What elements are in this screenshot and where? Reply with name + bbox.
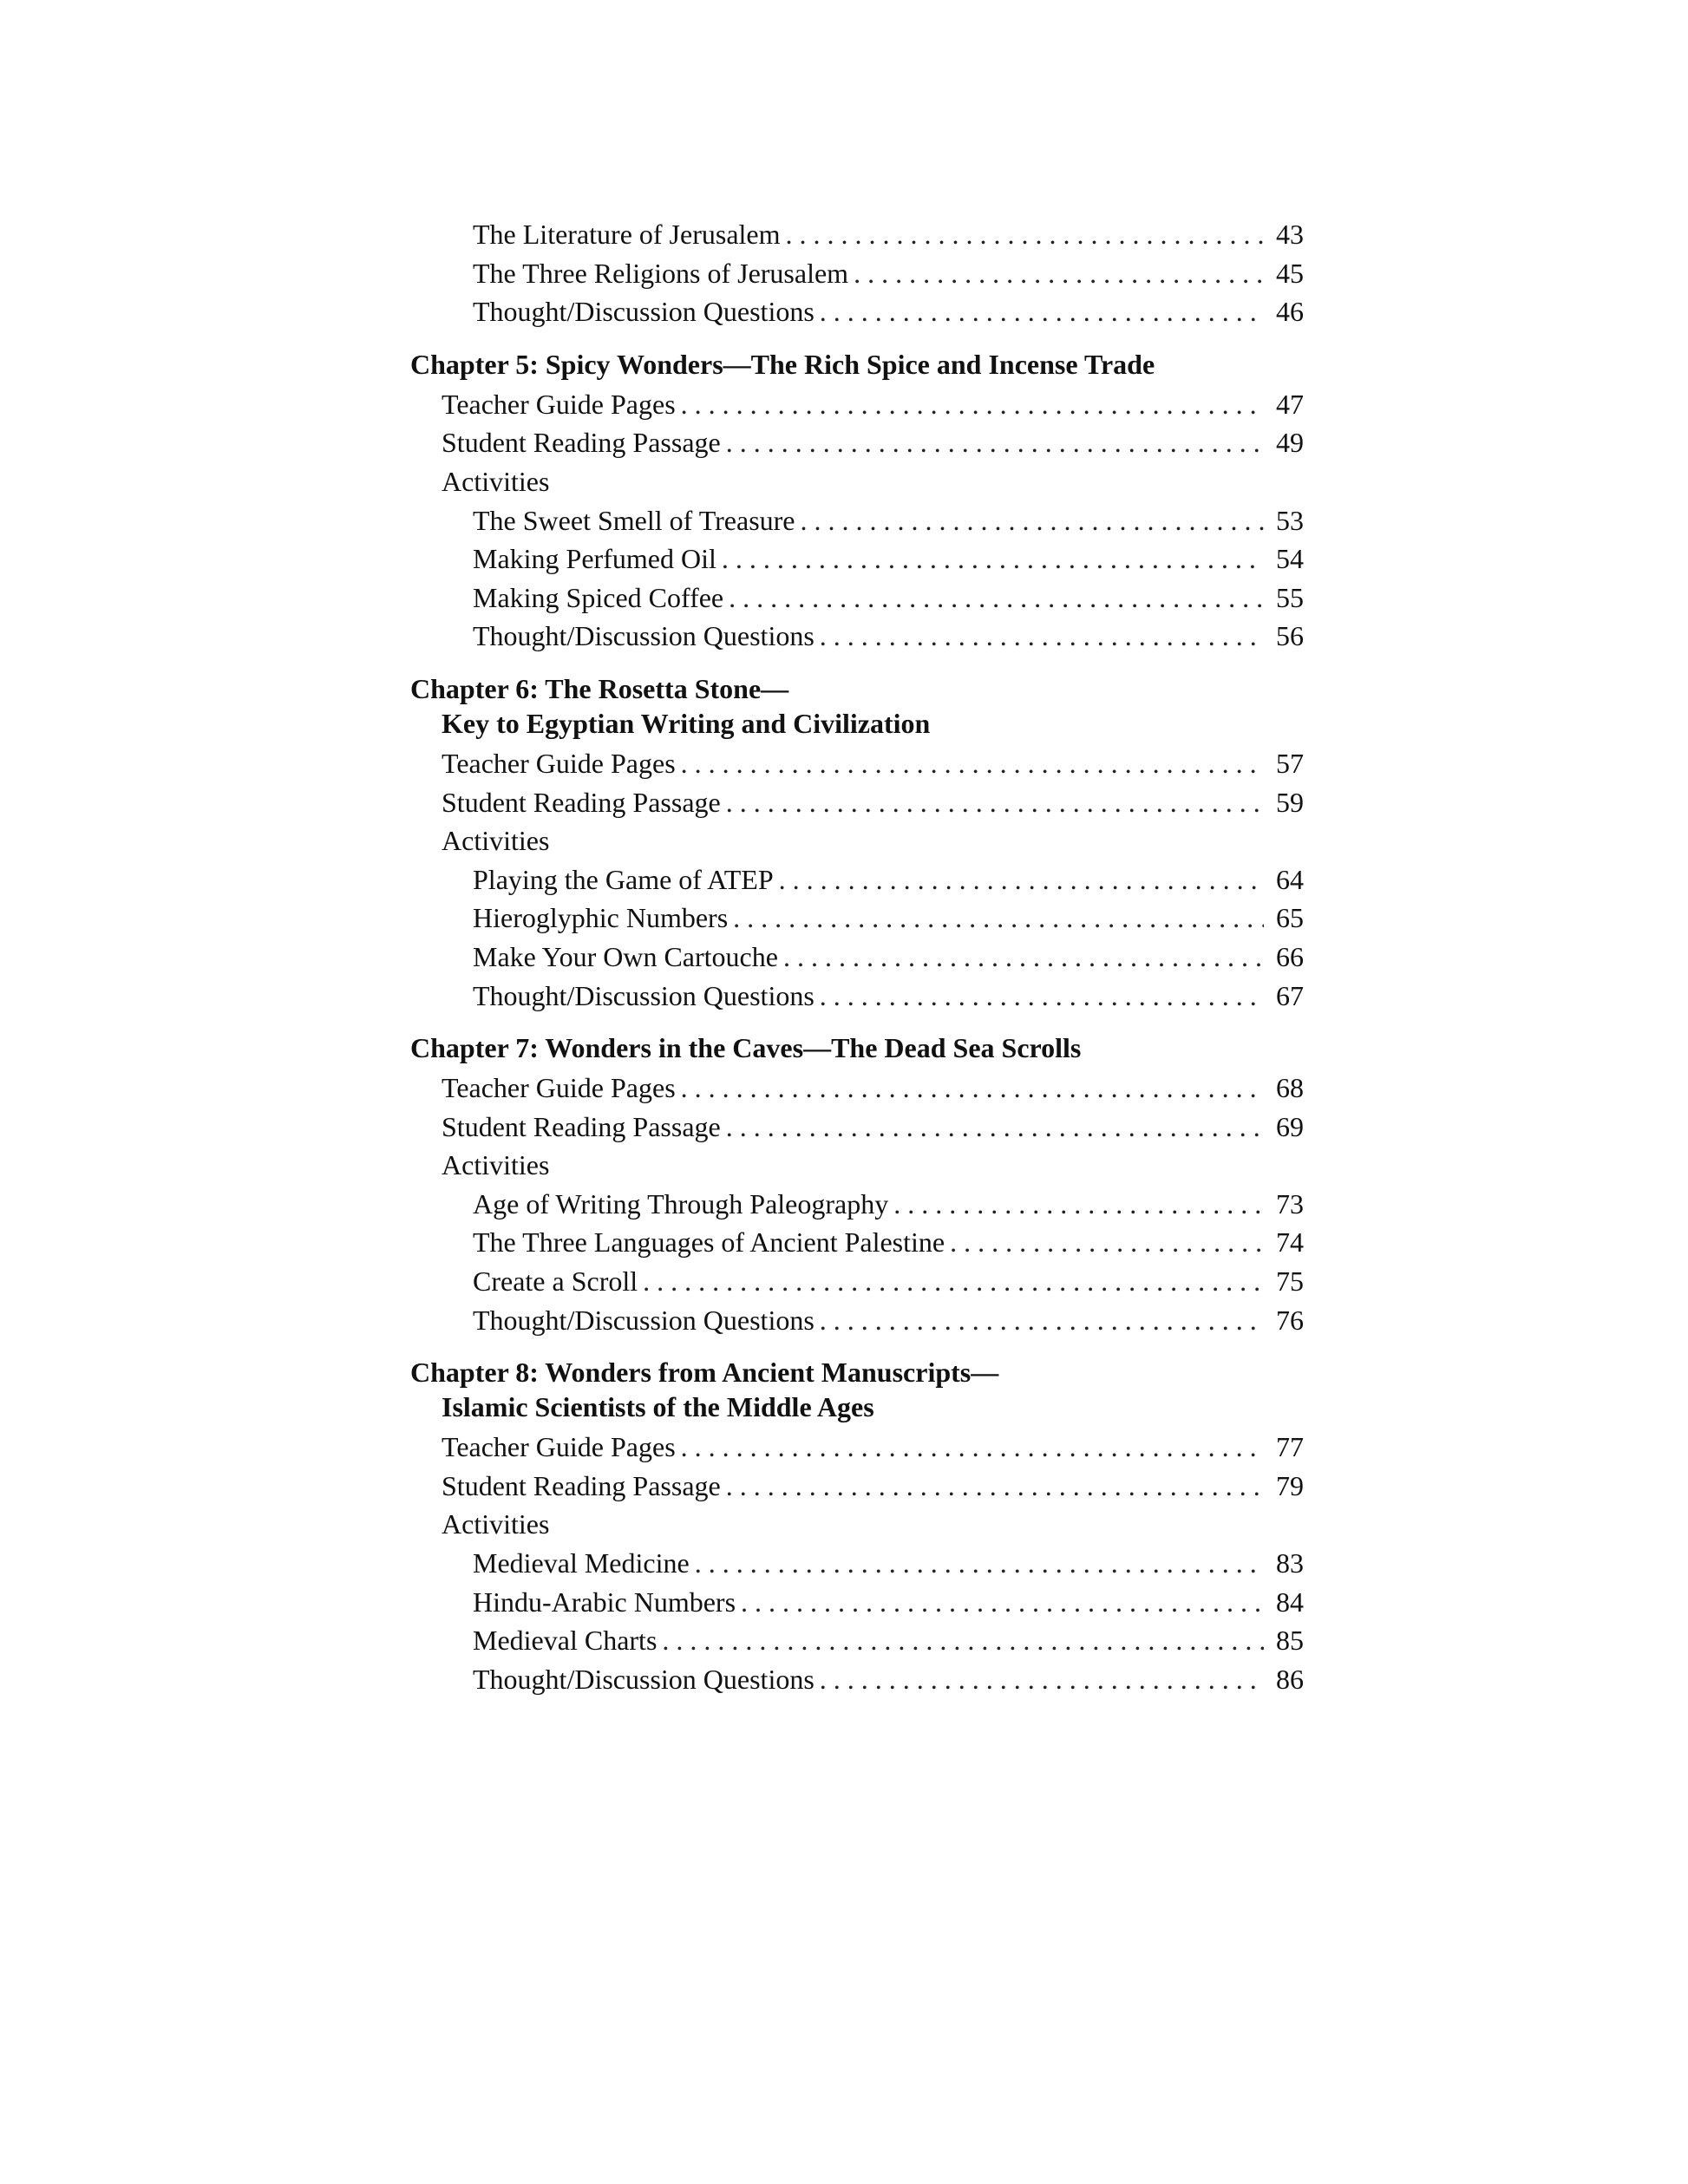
toc-entry (410, 617, 1304, 656)
toc-entry (410, 385, 1304, 424)
toc-entry-page: 43 (1276, 219, 1304, 250)
toc-entry (410, 1301, 1304, 1340)
toc-entry (410, 744, 1304, 783)
toc-entry-label: Thought/Discussion Questions (473, 1663, 815, 1695)
activities-label: Activities (442, 465, 550, 497)
toc-entry-label: Hieroglyphic Numbers (473, 902, 729, 934)
toc-entry-label: Thought/Discussion Questions (473, 979, 815, 1011)
toc-entry-label: The Sweet Smell of Treasure (473, 504, 795, 536)
dot-leader (854, 254, 1264, 293)
toc-entry (410, 1544, 1304, 1583)
toc-entry-label: Hindu-Arabic Numbers (473, 1586, 736, 1618)
dot-leader (726, 423, 1264, 462)
toc-entry-page: 53 (1276, 504, 1304, 536)
toc-entry-label: Making Spiced Coffee (473, 581, 724, 613)
toc-entry-page: 59 (1276, 786, 1304, 818)
chapter-heading-6 (410, 671, 1304, 741)
toc-entry-page: 64 (1276, 863, 1304, 895)
dot-leader (779, 860, 1264, 899)
toc-entry-label: Student Reading Passage (442, 1110, 721, 1142)
toc-entry (410, 1621, 1304, 1660)
toc-entry-label: Teacher Guide Pages (442, 1072, 676, 1104)
toc-entry-label: The Literature of Jerusalem (473, 219, 781, 250)
toc-entry-page: 76 (1276, 1304, 1304, 1336)
chapter-title: Chapter 7: Wonders in the Caves—The Dead Sea Scrolls (410, 1032, 1082, 1064)
toc-entry-page: 83 (1276, 1547, 1304, 1579)
toc-entry (410, 579, 1304, 618)
toc-entry-label: Make Your Own Cartouche (473, 940, 778, 972)
toc-entry (410, 1185, 1304, 1224)
table-of-contents (410, 215, 1304, 1698)
toc-entry-page: 46 (1276, 296, 1304, 328)
dot-leader (681, 385, 1264, 424)
toc-entry (410, 783, 1304, 822)
dot-leader (786, 215, 1265, 254)
toc-entry (410, 899, 1304, 938)
dot-leader (681, 1069, 1264, 1108)
toc-entry-page: 54 (1276, 543, 1304, 575)
toc-entry (410, 254, 1304, 293)
dot-leader (643, 1262, 1264, 1301)
toc-entry-page: 67 (1276, 979, 1304, 1011)
toc-entry (410, 860, 1304, 899)
toc-entry-page: 66 (1276, 940, 1304, 972)
dot-leader (681, 744, 1264, 783)
toc-entry-page: 77 (1276, 1431, 1304, 1463)
chapter-subtitle: Islamic Scientists of the Middle Ages (442, 1391, 874, 1423)
toc-entry-label: Age of Writing Through Paleography (473, 1187, 889, 1220)
toc-entry-page: 55 (1276, 581, 1304, 613)
toc-entry-label: The Three Religions of Jerusalem (473, 257, 849, 289)
toc-entry-label: Teacher Guide Pages (442, 1431, 676, 1463)
toc-entry-page: 74 (1276, 1226, 1304, 1259)
dot-leader (695, 1544, 1264, 1583)
toc-entry-label: Medieval Charts (473, 1625, 658, 1657)
toc-entry-label: The Three Languages of Ancient Palestine (473, 1226, 945, 1259)
dot-leader (820, 292, 1264, 331)
toc-entry (410, 1069, 1304, 1108)
toc-entry (410, 423, 1304, 462)
toc-entry-label: Create a Scroll (473, 1265, 638, 1298)
toc-entry-label: Student Reading Passage (442, 427, 721, 459)
toc-entry-label: Teacher Guide Pages (442, 388, 676, 420)
toc-entry-page: 84 (1276, 1586, 1304, 1618)
toc-entry-page: 45 (1276, 257, 1304, 289)
chapter-heading-8 (410, 1355, 1304, 1424)
dot-leader (726, 1108, 1264, 1147)
toc-entry-page: 57 (1276, 747, 1304, 779)
toc-entry-label: Student Reading Passage (442, 786, 721, 818)
toc-entry (410, 1428, 1304, 1467)
chapter-heading-7 (410, 1030, 1304, 1065)
toc-entry (410, 1262, 1304, 1301)
toc-entry-page: 69 (1276, 1110, 1304, 1142)
activities-label: Activities (442, 1149, 550, 1181)
toc-entry-label: Medieval Medicine (473, 1547, 690, 1579)
chapter-title: Chapter 6: The Rosetta Stone— (410, 672, 789, 704)
toc-entry-label: Thought/Discussion Questions (473, 296, 815, 328)
dot-leader (729, 579, 1264, 618)
toc-entry (410, 938, 1304, 977)
toc-entry (410, 1467, 1304, 1506)
toc-entry-page: 49 (1276, 427, 1304, 459)
toc-entry-label: Making Perfumed Oil (473, 543, 716, 575)
dot-leader (820, 1660, 1264, 1699)
toc-entry-label: Teacher Guide Pages (442, 747, 676, 779)
toc-entry (410, 501, 1304, 540)
toc-entry-page: 73 (1276, 1187, 1304, 1220)
toc-entry-label: Student Reading Passage (442, 1469, 721, 1501)
dot-leader (741, 1583, 1264, 1622)
toc-entry (410, 215, 1304, 254)
dot-leader (820, 1301, 1264, 1340)
chapter-heading-5 (410, 347, 1304, 382)
dot-leader (820, 977, 1264, 1016)
toc-entry-page: 86 (1276, 1663, 1304, 1695)
chapter-title: Chapter 5: Spicy Wonders—The Rich Spice and Incense Trade (410, 348, 1155, 380)
toc-entry-label: Playing the Game of ATEP (473, 863, 774, 895)
toc-entry (410, 292, 1304, 331)
dot-leader (783, 938, 1264, 977)
toc-entry (410, 1223, 1304, 1262)
activities-label: Activities (442, 1508, 550, 1540)
chapter-title: Chapter 8: Wonders from Ancient Manuscripts— (410, 1357, 999, 1389)
dot-leader (950, 1223, 1264, 1262)
toc-entry (410, 1583, 1304, 1622)
dot-leader (726, 783, 1264, 822)
toc-entry (410, 1660, 1304, 1699)
dot-leader (681, 1428, 1264, 1467)
toc-entry (410, 977, 1304, 1016)
toc-entry (410, 539, 1304, 579)
toc-entry-page: 79 (1276, 1469, 1304, 1501)
toc-entry-label: Thought/Discussion Questions (473, 620, 815, 652)
chapter-subtitle: Key to Egyptian Writing and Civilization (442, 707, 931, 739)
toc-entry-page: 75 (1276, 1265, 1304, 1298)
dot-leader (820, 617, 1264, 656)
toc-entry-page: 65 (1276, 902, 1304, 934)
toc-entry-page: 56 (1276, 620, 1304, 652)
dot-leader (722, 539, 1264, 579)
dot-leader (893, 1185, 1264, 1224)
toc-entry-page: 85 (1276, 1625, 1304, 1657)
dot-leader (726, 1467, 1264, 1506)
activities-label: Activities (442, 825, 550, 857)
toc-entry (410, 1108, 1304, 1147)
toc-entry-page: 47 (1276, 388, 1304, 420)
dot-leader (662, 1621, 1264, 1660)
dot-leader (733, 899, 1264, 938)
dot-leader (801, 501, 1265, 540)
toc-entry-page: 68 (1276, 1072, 1304, 1104)
toc-entry-label: Thought/Discussion Questions (473, 1304, 815, 1336)
